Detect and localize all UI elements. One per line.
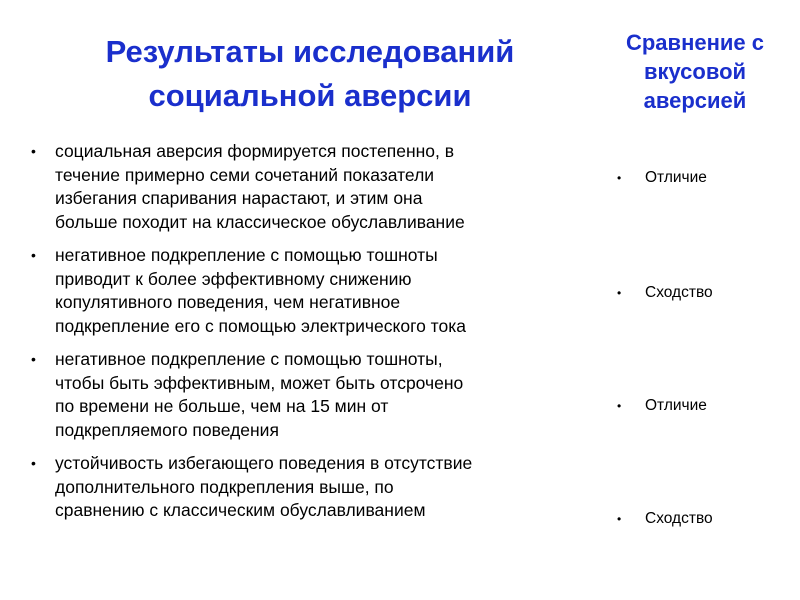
finding-3-line-4: подкрепляемого поведения [55,419,279,440]
finding-1-line-1: социальная аверсия формируется постепенно, в [55,141,455,161]
comparison-label-4: Сходство [645,510,713,527]
comparison-item-3 [617,396,707,416]
finding-4-line-2: дополнительного подкрепления выше, по [55,476,394,497]
bullet-icon: • [31,247,36,263]
comparison-title [598,28,792,115]
bullet-icon: • [31,351,36,367]
comparison-title-line-2: вкусовой [643,59,747,84]
finding-2-line-1: негативное подкрепление с помощью тошноты [55,245,438,265]
finding-3-line-1: негативное подкрепление с помощью тошноты, [55,349,443,369]
finding-4-line-1: устойчивость избегающего поведения в отсутствие [55,453,473,473]
findings-list [0,140,600,533]
finding-3-line-3: по времени не больше, чем на 15 мин от [55,396,389,416]
comparison-title-line-1: Сравнение с [625,30,764,55]
comparison-item-1 [617,168,707,188]
bullet-icon: • [31,143,36,159]
slide-title-line-1: Результаты исследований [105,34,515,69]
finding-1-line-2: течение примерно семи сочетаний показатели [55,164,435,185]
finding-item-3 [0,348,600,442]
bullet-icon: • [617,512,622,526]
finding-2-line-3: копулятивного поведения, чем негативное [55,292,401,312]
finding-2-line-4: подкрепление его с помощью электрического тока [55,315,466,336]
comparison-label-3: Отличие [645,397,707,414]
finding-item-4 [0,452,600,523]
finding-item-1 [0,140,600,234]
finding-1-line-4: больше походит на классическое обуславливание [55,211,465,232]
bullet-icon: • [31,455,36,471]
comparison-item-4 [617,509,713,529]
finding-1-line-3: избегания спаривания нарастают, и этим она [55,188,423,208]
comparison-item-2 [617,283,713,303]
finding-2-line-2: приводит к более эффективному снижению [55,268,412,289]
finding-4-line-3: сравнению с классическим обуславливанием [55,500,426,520]
comparison-title-line-3: аверсией [643,88,747,113]
finding-item-2 [0,244,600,338]
bullet-icon: • [617,399,622,413]
bullet-icon: • [617,286,622,300]
bullet-icon: • [617,171,622,185]
finding-3-line-2: чтобы быть эффективным, может быть отсрочено [55,372,464,393]
slide-title-line-2: социальной аверсии [148,78,472,113]
slide-title [30,30,590,118]
comparison-label-2: Сходство [645,284,713,301]
comparison-label-1: Отличие [645,169,707,186]
